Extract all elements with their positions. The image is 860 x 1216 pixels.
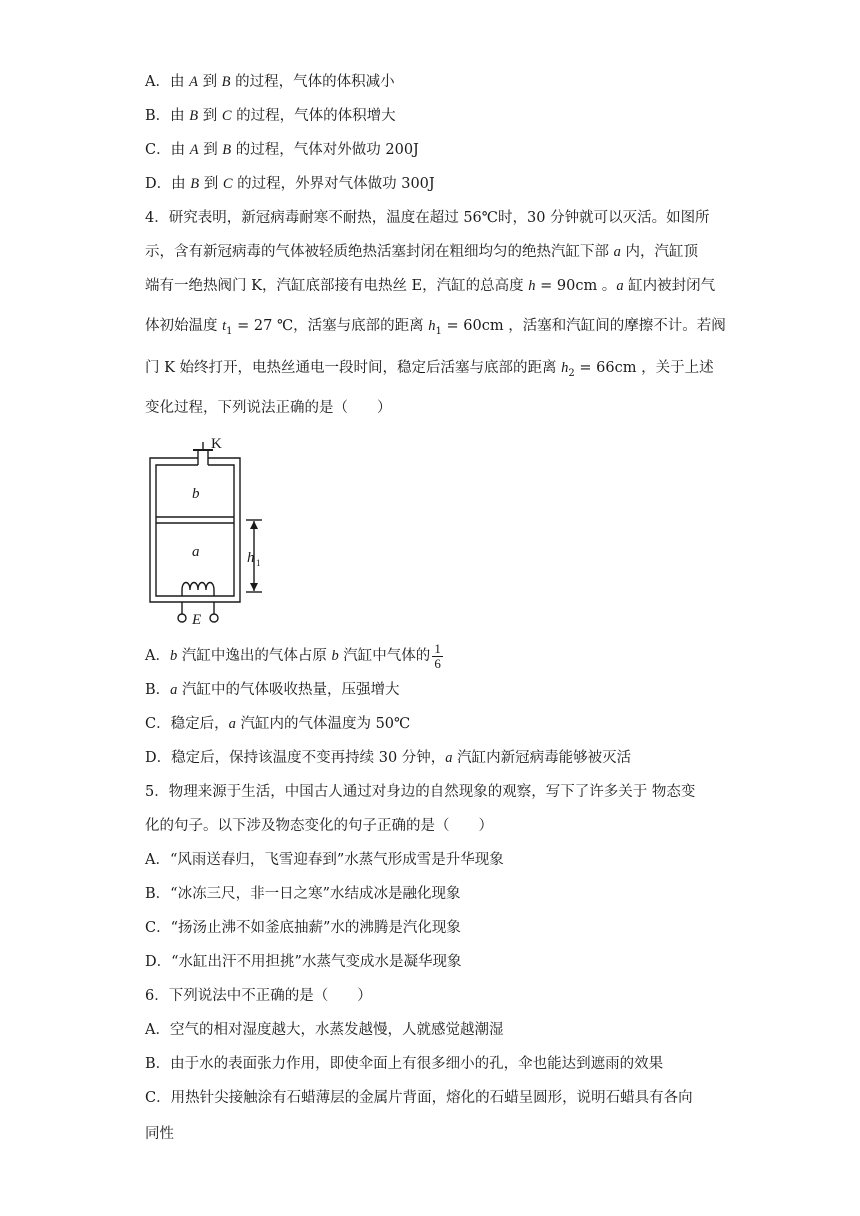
q5-option-b: B．“冰冻三尺，非一日之寒”水结成冰是融化现象 — [145, 886, 461, 902]
q3-option-a: A．由 A 到 B 的过程，气体的体积减小 — [145, 74, 395, 90]
heater-coil — [182, 583, 214, 597]
cylinder-inner-wall — [156, 465, 234, 596]
q6-stem: 6．下列说法中不正确的是（ ） — [145, 988, 372, 1004]
q3-option-b: B．由 B 到 C 的过程，气体的体积增大 — [145, 108, 396, 124]
q4-option-c: C．稳定后，a 汽缸内的气体温度为 50℃ — [145, 716, 411, 732]
q5-stem-line-1: 5．物理来源于生活，中国古人通过对身边的自然现象的观察，写下了许多关于 物态变 — [145, 784, 696, 800]
q6-option-b: B．由于水的表面张力作用，即使伞面上有很多细小的孔，伞也能达到遮雨的效果 — [145, 1056, 664, 1072]
q6-option-c-continued: 同性 — [145, 1126, 174, 1142]
q3-option-d: D．由 B 到 C 的过程，外界对气体做功 300J — [145, 176, 435, 192]
q4-stem-line-6: 变化过程，下列说法正确的是（ ） — [145, 400, 392, 416]
q5-option-a: A．“风雨送春归，飞雪迎春到”水蒸气形成雪是升华现象 — [145, 852, 504, 868]
q3-option-c: C．由 A 到 B 的过程，气体对外做功 200J — [145, 142, 419, 158]
q6-option-a: A．空气的相对湿度越大，水蒸发越慢，人就感觉越潮湿 — [145, 1022, 504, 1038]
q4-stem-line-3: 端有一绝热阀门 K，汽缸底部接有电热丝 E，汽缸的总高度 h = 90cm 。a 缸内被封闭气 — [145, 278, 716, 294]
heater-terminal-right — [210, 614, 218, 622]
cylinder-diagram — [138, 432, 278, 630]
q5-option-d: D．“水缸出汗不用担挑”水蒸气变成水是凝华现象 — [145, 954, 462, 970]
heater-label: E — [192, 612, 202, 628]
heater-terminal-left — [178, 614, 186, 622]
lower-chamber-label: a — [192, 544, 200, 560]
q4-stem-line-2: 示，含有新冠病毒的气体被轻质绝热活塞封闭在粗细均匀的绝热汽缸下部 a 内，汽缸顶 — [145, 244, 698, 260]
q4-option-b: B．a 汽缸中的气体吸收热量，压强增大 — [145, 682, 400, 698]
q4-option-a: A．b 汽缸中逸出的气体占原 b 汽缸中气体的 $\frac{1}{6}$ — [145, 640, 441, 671]
q5-stem-line-2: 化的句子。以下涉及物态变化的句子正确的是（ ） — [145, 818, 493, 834]
height-label: h — [247, 550, 255, 566]
height-label-subscript: 1 — [256, 558, 261, 568]
cylinder-outer-wall — [150, 458, 240, 602]
q4-option-d: D．稳定后，保持该温度不变再持续 30 分钟，a 汽缸内新冠病毒能够被灭活 — [145, 750, 632, 766]
q4-stem-line-4: 体初始温度 $t_1 = 27$ ℃，活塞与底部的距离 $h_1 = 60cm$ ，活塞和汽缸间的摩擦不计。若阀 — [145, 318, 726, 337]
valve-label: K — [211, 436, 222, 452]
dimension-arrow-up — [250, 521, 258, 529]
q4-stem-line-1: 4．研究表明，新冠病毒耐寒不耐热，温度在超过 56℃时，30 分钟就可以灭活。如图所 — [145, 210, 710, 226]
upper-chamber-label: b — [192, 486, 200, 502]
dimension-arrow-down — [250, 583, 258, 591]
q5-option-c: C．“扬汤止沸不如釜底抽薪”水的沸腾是汽化现象 — [145, 920, 461, 936]
q4-stem-line-5: 门 K 始终打开，电热丝通电一段时间，稳定后活塞与底部的距离 $h_2 = 66cm$ ，关于上述 — [145, 360, 714, 379]
fraction: $\frac{1}{6}$ — [434, 640, 441, 671]
q6-option-c: C．用热针尖接触涂有石蜡薄层的金属片背面，熔化的石蜡呈圆形，说明石蜡具有各向 — [145, 1090, 693, 1106]
